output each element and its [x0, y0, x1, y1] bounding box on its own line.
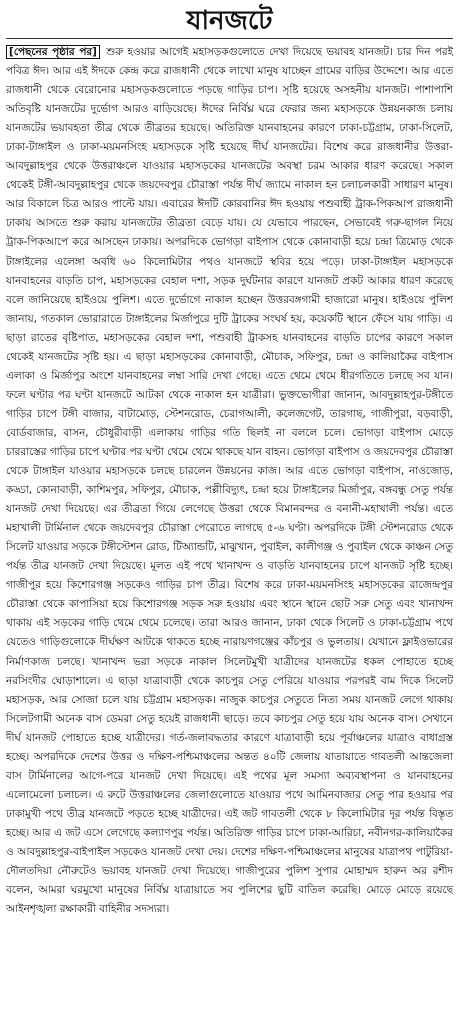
article-paragraph: শুরু হওয়ার আগেই মহাসড়কগুলোতে দেখা দিয়েছে ভয়াবহ যানজট। চার দিন পরই পবিত্র ঈদ। আর এই ঈদকে কেন্দ্র করে রাজধানী থেকে লাখো মানুষ যাচ্ছেন গ্রামের বাড়ির উদ্দেশে। আর এতে রাজধানী থেকে বেরোনোর মহাসড়কগুলোতে পড়ছে গাড়ির চাপ। সৃষ্টি হয়েছে অসহনীয় যানজট। পাশাপাশি অতিবৃষ্টি যানজটের দুর্ভোগ আরও বাড়িয়েছে। ঈদের নির্বিঘ্ন ঘরে ফেরার জন্য মহাসড়কে উন্নয়নকাজ চলায় যানজটের ভয়াবহতা তীব্র থেকে তীব্রতর হয়েছে। অতিরিক্ত যানবাহনের কারণে ঢাকা-চট্টগ্রাম, ঢাকা-সিলেট, ঢাকা-টাঙ্গাইল ও ঢাকা-ময়মনসিংহ মহাসড়কে সৃষ্টি হয়েছে দীর্ঘ যানজটের। বিশেষ করে রাজধানীর উত্তরা-আবদুল্লাহপুর থেকে উত্তরাঞ্চলে যাওয়ার মহাসড়কের যানজটের অবস্থা চরম আকার ধারণ করেছে। সকাল থেকেই টঙ্গী-আবদুল্লাহপুর থেকে জয়দেবপুর চৌরাস্তা পর্যন্ত দীর্ঘ জ্যামে নাকাল হন চলাচলকারী সাধারণ মানুষ। আর বিকালে চিত্র আরও পাল্টে যায়। এবারের ঈদটি কোরবানির ঈদ হওয়ায় পশুবাহী ট্রাক-পিকআপ রাজধানী ঢাকায় আসতে শুরু করায় যানজটের তীব্রতা বেড়ে যায়। যে যেভাবে পারছেন, সেভাবেই গরু-ছাগল নিয়ে ট্রাক-পিকআপে করে আসছেন ঢাকায়। অপরদিকে ভোগড়া বাইপাস থেকে কোনাবাড়ী হয়ে চন্দ্রা ত্রিমোড় থেকে টাঙ্গাইলের এলেঙ্গা অবধি ৬০ কিলোমিটার পথও যানজটে স্থবির হয়ে পড়ে। ঢাকা-টাঙ্গাইল মহাসড়কে যানবাহনের বাড়তি চাপ, মহাসড়কের বেহাল দশা, সড়ক দুর্ঘটনার কারণে যানজট প্রকট আকার ধারণ করেছে বলে জানিয়েছে হাইওয়ে পুলিশ। এতে দুর্ভোগে নাকাল হচ্ছেন উত্তরবঙ্গগামী হাজারো মানুষ। হাইওয়ে পুলিশ জানায়, গতকাল ভোরারাতে টাঙ্গাইলের মির্জাপুরে দুটি ট্রাকের সংঘর্ষ হয়, কয়েকটি স্থানে ফেঁসে যায় গাড়ি। এ ছাড়া রাতের বৃষ্টিপাত, মহাসড়কের বেহাল দশা, পশুবাহী ট্রাকসহ যানবাহনের বাড়তি চাপের কারণে সকাল থেকেই যানজটের সৃষ্টি হয়। এ ছাড়া মহাসড়কের কোনাবাড়ী, মৌচাক, সফিপুর, চন্দ্রা ও কালিয়াকৈর বাইপাস এলাকা ও মির্জাপুর অংশে যানবাহনের লম্বা সারি দেখা গেছে। এতে থেমে থেমে ধীরগতিতে চলছে সব যান। ফলে ঘণ্টার পর ঘণ্টা যানজটে আটকা থেকে নাকাল হন যাত্রীরা। ভুক্তভোগীরা জানান, আবদুল্লাহপুর-টঙ্গীতে গাড়ির চাপে টঙ্গী বাজার, বাটামোড়, স্টেশনরোড, চেরাগআলী, কলেজগেট, তারগাছ, গাজীপুরা, বড়বাড়ী, বোর্ডবাজার, বাসন, চৌধুরীবাড়ী এলাকায় গাড়ির গতি ছিলই না বললে চলে। ভোগড়া বাইপাস মোড়ে চাররাস্তের গাড়ির চাপে ঘণ্টার পর ঘণ্টা থেমে থেমে থাকছে যান বাহন। ভোগড়া বাইপাস ও জয়দেবপুর চৌরাস্তা থেকে টাঙ্গাইল যাওয়ার মহাসড়কে চলছে চারলেন উন্নয়নের কাজ। আর এতে ভোগড়া বাইপাস, নাওজোড়, কড্ডা, কোনাবাড়ী, কাশিমপুর, সফিপুর, মৌচাক, পল্লীবিদ্যুৎ, চন্দ্রা হয়ে টাঙ্গাইলের মির্জাপুর, বঙ্গবন্ধু সেতু পর্যন্ত যানজট দেখা দিয়েছে। এর তীব্রতা গিয়ে লেগেছে উত্তরা থেকে বিমানবন্দর ও বনানী-মহাখালী পর্যন্ত। এতে মহাখালী টার্মিনাল থেকে জয়দেবপুর চৌরাস্তা পেরোতে লাগছে ৫-৬ ঘণ্টা। অপরদিকে টঙ্গী স্টেশনরোড থেকে সিলেট যাওয়ার সড়কে টঙ্গীস্টেশন রোড, টিঅ্যান্ডটি, মাঝুখান, পুবাইল, কালীগঞ্জ ও পুবাইল থেকে কাঞ্চন সেতু পর্যন্ত তীব্র যানজট দেখা দিয়েছে। মূলত এই পথে খানাখন্দ ও বাড়তি যানবাহনের চাপে যানজট সৃষ্টি হচ্ছে। গাজীপুর হয়ে কিশোরগঞ্জ সড়কেও গাড়ির চাপ তীব্র। বিশেষ করে ঢাকা-ময়মনসিংহ মহাসড়কের রাজেন্দ্রপুর চৌরাস্তা থেকে কাপাসিয়া হয়ে কিশোরগঞ্জ সড়ক সরু হওয়ায় এবং স্থানে স্থানে ছোট সরু সেতু এবং খানাখন্দ থাকায় এই সড়কের গাড়ি থেমে থেমে চলেছে। তারা আরও জানান, ঢাকা থেকে সিলেট ও ঢাকা-চট্টগ্রাম পথে যেতেও গাড়িগুলোকে দীর্ঘক্ষণ আটকে থাকতে হচ্ছে নারায়ণগঞ্জের কাঁচপুর ও ভুলতায়। যেখানে ফ্লাইওভারের নির্মাণকাজ চলছে। খানাখন্দ ভরা সড়কে নাকাল সিলেটমুখী যাত্রীদের যানজটের ধকল পোহাতে হচ্ছে নরসিংদীর ঘোড়াশালে। এ ছাড়া যাত্রাবাড়ী থেকে কাচপুর সেতু পেরিয়ে যাওয়ার পরপরই বাম দিকে সিলেট মহাসড়ক, আর সোজা চলে যায় চট্টগ্রাম মহাসড়ক। নাজুক কাচপুর সেতুতে নিত্য সময় যানজট লেগে থাকায় সিলেটগামী অনেক বাস ডেমরা সেতু হয়েই রাজধানী ছাড়ে। তবে কাচপুর সেতু হয়ে যায় অনেক বাস। সেখানে দীর্ঘ যানজট পোহাতে হচ্ছে যাত্রীদের। গর্ত-জলাবদ্ধতার কারণে যাত্রাবাড়ী হয়ে পূর্বাঞ্চলের যাত্রাও বাধাগ্রস্ত হচ্ছে। অপরদিকে দেশের উত্তর ও দক্ষিণ-পশ্চিমাঞ্চলের অন্তত ৪০টি জেলায় যাতায়াতে গাবতলী আন্তজেলা বাস টার্মিনালের আগে-পরে যানজট দেখা দিয়েছে। এই পথের মূল সমস্যা অব্যবস্থাপনা ও যানবাহনের এলোমেলো চলাচল। এ রুটে উত্তরাঞ্চলের জেলাগুলোতে যাওয়ার পথে আমিনবাজার সেতু পার হওয়ার পর ঢাকামুখী পথে তীব্র যানজটে পড়তে হচ্ছে যাত্রীদের। এই জট গাবতলী থেকে ৮ কিলোমিটার দূর পর্যন্ত বিস্তৃত হচ্ছে। আর এ জট এসে লেগেছে কল্যাণপুর পর্যন্ত। অতিরিক্ত গাড়ির চাপে ঢাকা-আরিচা, নবীনগর-কালিয়াকৈর ও আবদুল্লাহপুর-বাইপাইল সড়কেও যানজট দেখা দেয়। দেশের দক্ষিণ-পশ্চিমাঞ্চলের মানুষের যাত্রাপথ পাটুরিয়া-দৌলতদিয়া নৌরুটেও ভয়াবহ যানজট দেখা দিয়েছে। গাজীপুরের পুলিশ সুপার মোহাম্মদ হারুন অর রশীদ বলেন, আমরা ঘরমুখো মানুষের নির্বিঘ্ন যাত্রায়াতে সব পুলিশের ছুটি বাতিল করেছি। মোড়ে মোড়ে রয়েছে আইনশৃঙ্খলা রক্ষাকারী বাহিনীর সদস্যরা। — [6, 46, 453, 916]
article-body — [6, 43, 453, 919]
headline: যানজটে — [6, 4, 453, 39]
continued-tag: [পেছনের পৃষ্ঠার পর] — [6, 45, 100, 59]
